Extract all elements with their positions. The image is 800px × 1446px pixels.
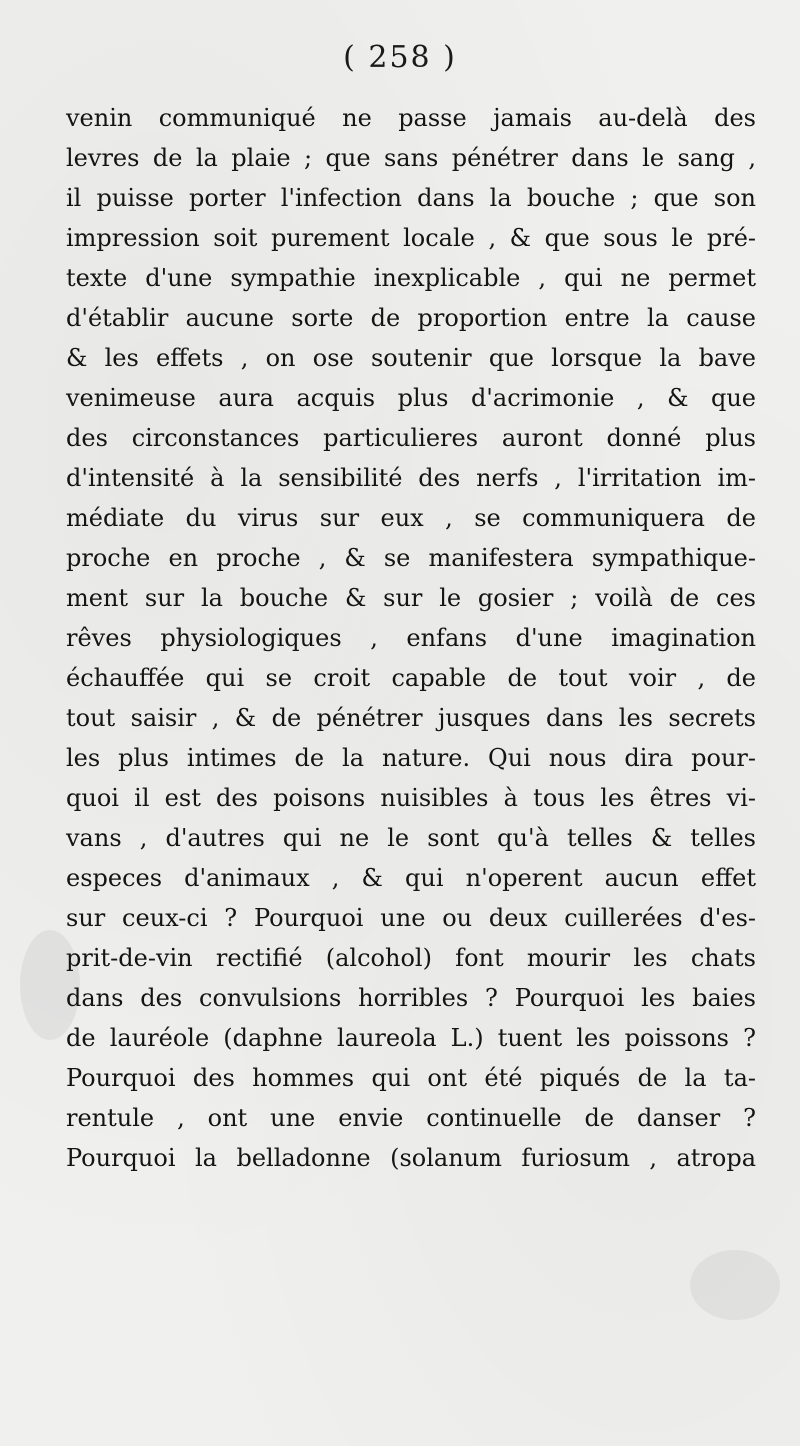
paper-stain xyxy=(690,1250,780,1320)
text-line: vans , d'autres qui ne le sont qu'à telles & telles xyxy=(66,824,756,852)
text-line: texte d'une sympathie inexplicable , qui ne permet xyxy=(66,264,756,292)
text-line: & les effets , on ose soutenir que lorsque la bave xyxy=(66,344,756,372)
text-line: quoi il est des poisons nuisibles à tous les êtres vi- xyxy=(66,784,756,812)
text-line: ment sur la bouche & sur le gosier ; voilà de ces xyxy=(66,584,756,612)
text-line: de lauréole (daphne laureola L.) tuent les poissons ? xyxy=(66,1024,756,1052)
page-number: ( 258 ) xyxy=(343,40,457,75)
text-line: venin communiqué ne passe jamais au-delà des xyxy=(66,104,756,132)
body-text xyxy=(66,98,756,1178)
text-line: tout saisir , & de pénétrer jusques dans les secrets xyxy=(66,704,756,732)
text-line: rentule , ont une envie continuelle de danser ? xyxy=(66,1104,756,1132)
text-line: impression soit purement locale , & que sous le pré- xyxy=(66,224,756,252)
text-line: prit-de-vin rectifié (alcohol) font mourir les chats xyxy=(66,944,756,972)
text-line: médiate du virus sur eux , se communiquera de xyxy=(66,504,756,532)
text-line: rêves physiologiques , enfans d'une imagination xyxy=(66,624,756,652)
text-line: échauffée qui se croit capable de tout voir , de xyxy=(66,664,756,692)
text-line: proche en proche , & se manifestera sympathique- xyxy=(66,544,756,572)
text-line: dans des convulsions horribles ? Pourquoi les baies xyxy=(66,984,756,1012)
text-line: d'intensité à la sensibilité des nerfs , l'irritation im- xyxy=(66,464,756,492)
text-line: des circonstances particulieres auront donné plus xyxy=(66,424,756,452)
text-line: d'établir aucune sorte de proportion entre la cause xyxy=(66,304,756,332)
text-line: levres de la plaie ; que sans pénétrer dans le sang , xyxy=(66,144,756,172)
text-line: les plus intimes de la nature. Qui nous dira pour- xyxy=(66,744,756,772)
text-line: Pourquoi des hommes qui ont été piqués de la ta- xyxy=(66,1064,756,1092)
text-line: sur ceux-ci ? Pourquoi une ou deux cuillerées d'es- xyxy=(66,904,756,932)
text-line: Pourquoi la belladonne (solanum furiosum , atropa xyxy=(66,1144,756,1172)
text-line: especes d'animaux , & qui n'operent aucun effet xyxy=(66,864,756,892)
text-line: il puisse porter l'infection dans la bouche ; que son xyxy=(66,184,756,212)
text-line: venimeuse aura acquis plus d'acrimonie , & que xyxy=(66,384,756,412)
